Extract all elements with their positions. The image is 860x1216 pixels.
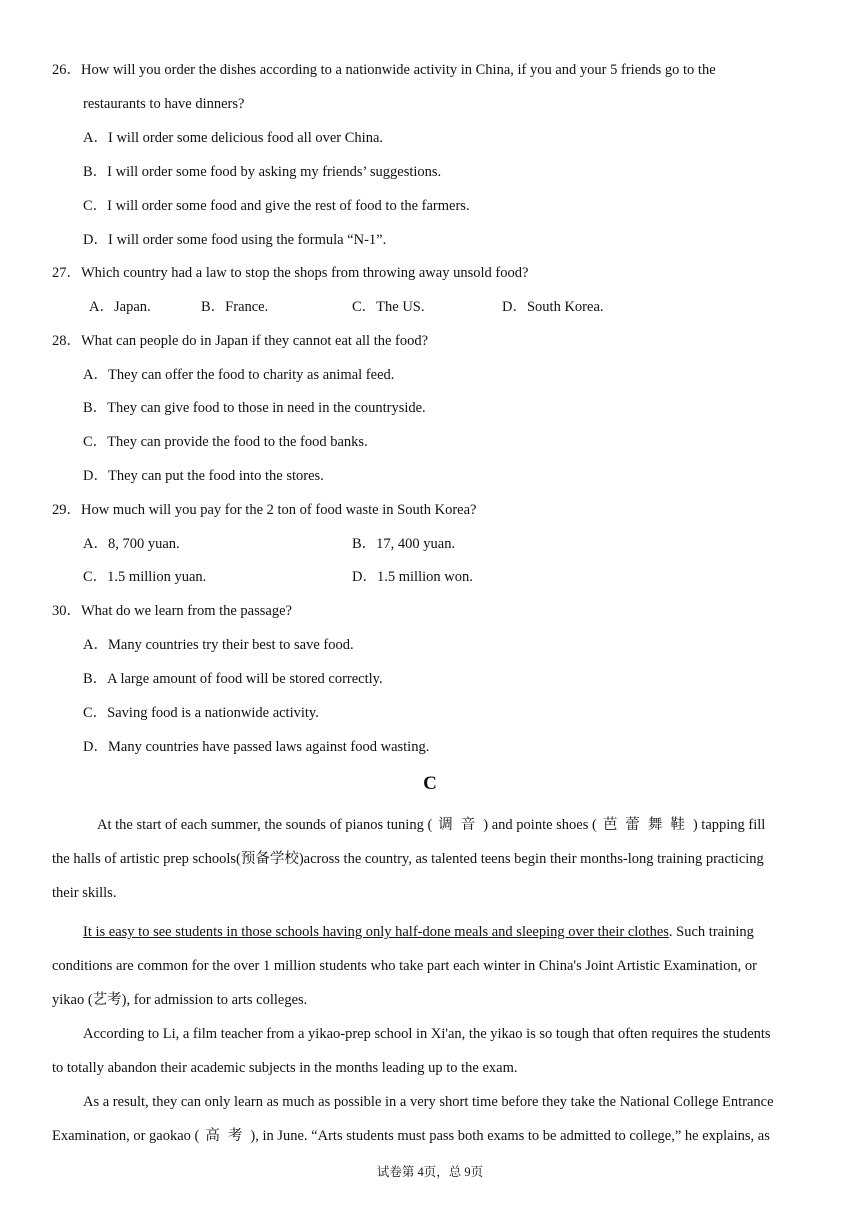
question-text: How will you order the dishes according to a nationwide activity in China, if you and your 5 friends go to the xyxy=(81,62,716,78)
question-30-stem xyxy=(52,601,292,621)
passage-gloss: 高考 xyxy=(205,1128,251,1144)
option-letter: C． xyxy=(83,198,108,214)
question-text: How much will you pay for the 2 ton of food waste in South Korea? xyxy=(81,502,477,518)
question-29-option-b xyxy=(352,534,455,554)
question-28-option-c xyxy=(83,432,368,452)
option-letter: B． xyxy=(83,400,108,416)
question-29-option-c xyxy=(83,567,206,587)
option-letter: D． xyxy=(502,299,527,315)
question-29-option-d xyxy=(352,567,473,587)
option-text: Many countries try their best to save food. xyxy=(107,637,354,653)
passage-p1-line3: their skills. xyxy=(52,885,117,901)
question-28-option-b xyxy=(83,398,426,418)
question-30-option-d xyxy=(83,737,429,757)
question-30-option-b xyxy=(83,669,383,689)
option-text: The US. xyxy=(376,299,425,315)
passage-p4-line1: As a result, they can only learn as much as possible in a very short time before they take the National College Entrance xyxy=(83,1094,774,1110)
option-letter: A． xyxy=(89,299,114,315)
option-text: They can provide the food to the food banks. xyxy=(107,434,368,450)
option-text: They can put the food into the stores. xyxy=(107,468,324,484)
question-number: 30． xyxy=(52,603,81,619)
option-letter: C． xyxy=(83,569,108,585)
option-text: I will order some food using the formula “N-1”. xyxy=(107,232,387,248)
passage-text: Examination, or gaokao ( xyxy=(52,1128,200,1144)
option-text: They can offer the food to charity as animal feed. xyxy=(107,367,395,383)
option-text: France. xyxy=(225,299,269,315)
passage-text: ), in June. “Arts students must pass both exams to be admitted to college,” he explains, as xyxy=(250,1128,770,1144)
option-text: I will order some delicious food all over China. xyxy=(107,130,384,146)
question-number: 29． xyxy=(52,502,81,518)
question-27-option-b xyxy=(201,297,268,317)
option-text: South Korea. xyxy=(526,299,604,315)
option-text: I will order some food by asking my friends’ suggestions. xyxy=(107,164,442,180)
passage-p2-line3: yikao (艺考), for admission to arts colleges. xyxy=(52,992,308,1008)
option-letter: C． xyxy=(352,299,377,315)
passage-p2-line2: conditions are common for the over 1 million students who take part each winter in China's Joint Artistic Examination, or xyxy=(52,958,757,974)
option-text: A large amount of food will be stored correctly. xyxy=(107,671,383,687)
option-text: Japan. xyxy=(113,299,151,315)
option-text: 17, 400 yuan. xyxy=(376,536,456,552)
question-text: What do we learn from the passage? xyxy=(81,603,292,619)
option-text: 1.5 million yuan. xyxy=(107,569,207,585)
passage-p1-line1 xyxy=(97,815,765,835)
question-27-option-d xyxy=(502,297,604,317)
page-footer: 试卷第 4页，总 9页 xyxy=(376,1165,484,1179)
question-number: 26． xyxy=(52,62,81,78)
option-letter: D． xyxy=(352,569,377,585)
question-29-stem xyxy=(52,500,476,520)
passage-text: ) tapping fill xyxy=(692,817,766,833)
option-letter: D． xyxy=(83,468,108,484)
passage-text: . Such training xyxy=(668,924,754,940)
question-30-option-c xyxy=(83,703,319,723)
question-26-option-d xyxy=(83,230,386,250)
option-text: Saving food is a nationwide activity. xyxy=(107,705,319,721)
question-27-option-c xyxy=(352,297,425,317)
option-letter: B． xyxy=(201,299,226,315)
question-26-option-c xyxy=(83,196,470,216)
passage-p3-line2: to totally abandon their academic subjects in the months leading up to the exam. xyxy=(52,1060,518,1076)
question-28-option-a xyxy=(83,365,394,385)
passage-p1-line2: the halls of artistic prep schools(预备学校)across the country, as talented teens begin their months-long training practicing xyxy=(52,851,764,867)
passage-gloss: 芭蕾舞鞋 xyxy=(602,817,693,833)
option-text: They can give food to those in need in the countryside. xyxy=(107,400,426,416)
option-text: I will order some food and give the rest of food to the farmers. xyxy=(107,198,470,214)
question-26-stem-cont: restaurants to have dinners? xyxy=(83,96,245,112)
option-letter: B． xyxy=(352,536,377,552)
question-26-stem xyxy=(52,60,716,80)
question-number: 27． xyxy=(52,265,81,281)
option-letter: A． xyxy=(83,367,108,383)
option-letter: C． xyxy=(83,434,108,450)
option-letter: A． xyxy=(83,637,108,653)
question-27-stem xyxy=(52,263,528,283)
passage-gloss: 调音 xyxy=(438,817,484,833)
passage-p4-line2 xyxy=(52,1126,770,1146)
question-text: What can people do in Japan if they cannot eat all the food? xyxy=(81,333,429,349)
underlined-sentence: It is easy to see students in those schools having only half-done meals and sleeping over their clothes xyxy=(83,924,669,940)
question-27-option-a xyxy=(89,297,151,317)
passage-p2-line1 xyxy=(83,922,754,942)
passage-p3-line1: According to Li, a film teacher from a yikao-prep school in Xi'an, the yikao is so tough that often requires the students xyxy=(83,1026,771,1042)
question-26-option-a xyxy=(83,128,383,148)
question-30-option-a xyxy=(83,635,354,655)
option-letter: B． xyxy=(83,164,108,180)
option-letter: C． xyxy=(83,705,108,721)
question-29-option-a xyxy=(83,534,180,554)
question-text: Which country had a law to stop the shops from throwing away unsold food? xyxy=(81,265,529,281)
option-letter: A． xyxy=(83,130,108,146)
option-letter: B． xyxy=(83,671,108,687)
passage-text: ) and pointe shoes ( xyxy=(483,817,597,833)
option-text: Many countries have passed laws against food wasting. xyxy=(107,739,430,755)
option-text: 8, 700 yuan. xyxy=(107,536,180,552)
option-letter: D． xyxy=(83,739,108,755)
option-text: 1.5 million won. xyxy=(376,569,473,585)
passage-text: At the start of each summer, the sounds of pianos tuning ( xyxy=(97,817,433,833)
question-number: 28． xyxy=(52,333,81,349)
question-26-option-b xyxy=(83,162,441,182)
option-letter: D． xyxy=(83,232,108,248)
question-28-option-d xyxy=(83,466,324,486)
option-letter: A． xyxy=(83,536,108,552)
question-28-stem xyxy=(52,331,428,351)
section-heading: C xyxy=(423,773,437,794)
